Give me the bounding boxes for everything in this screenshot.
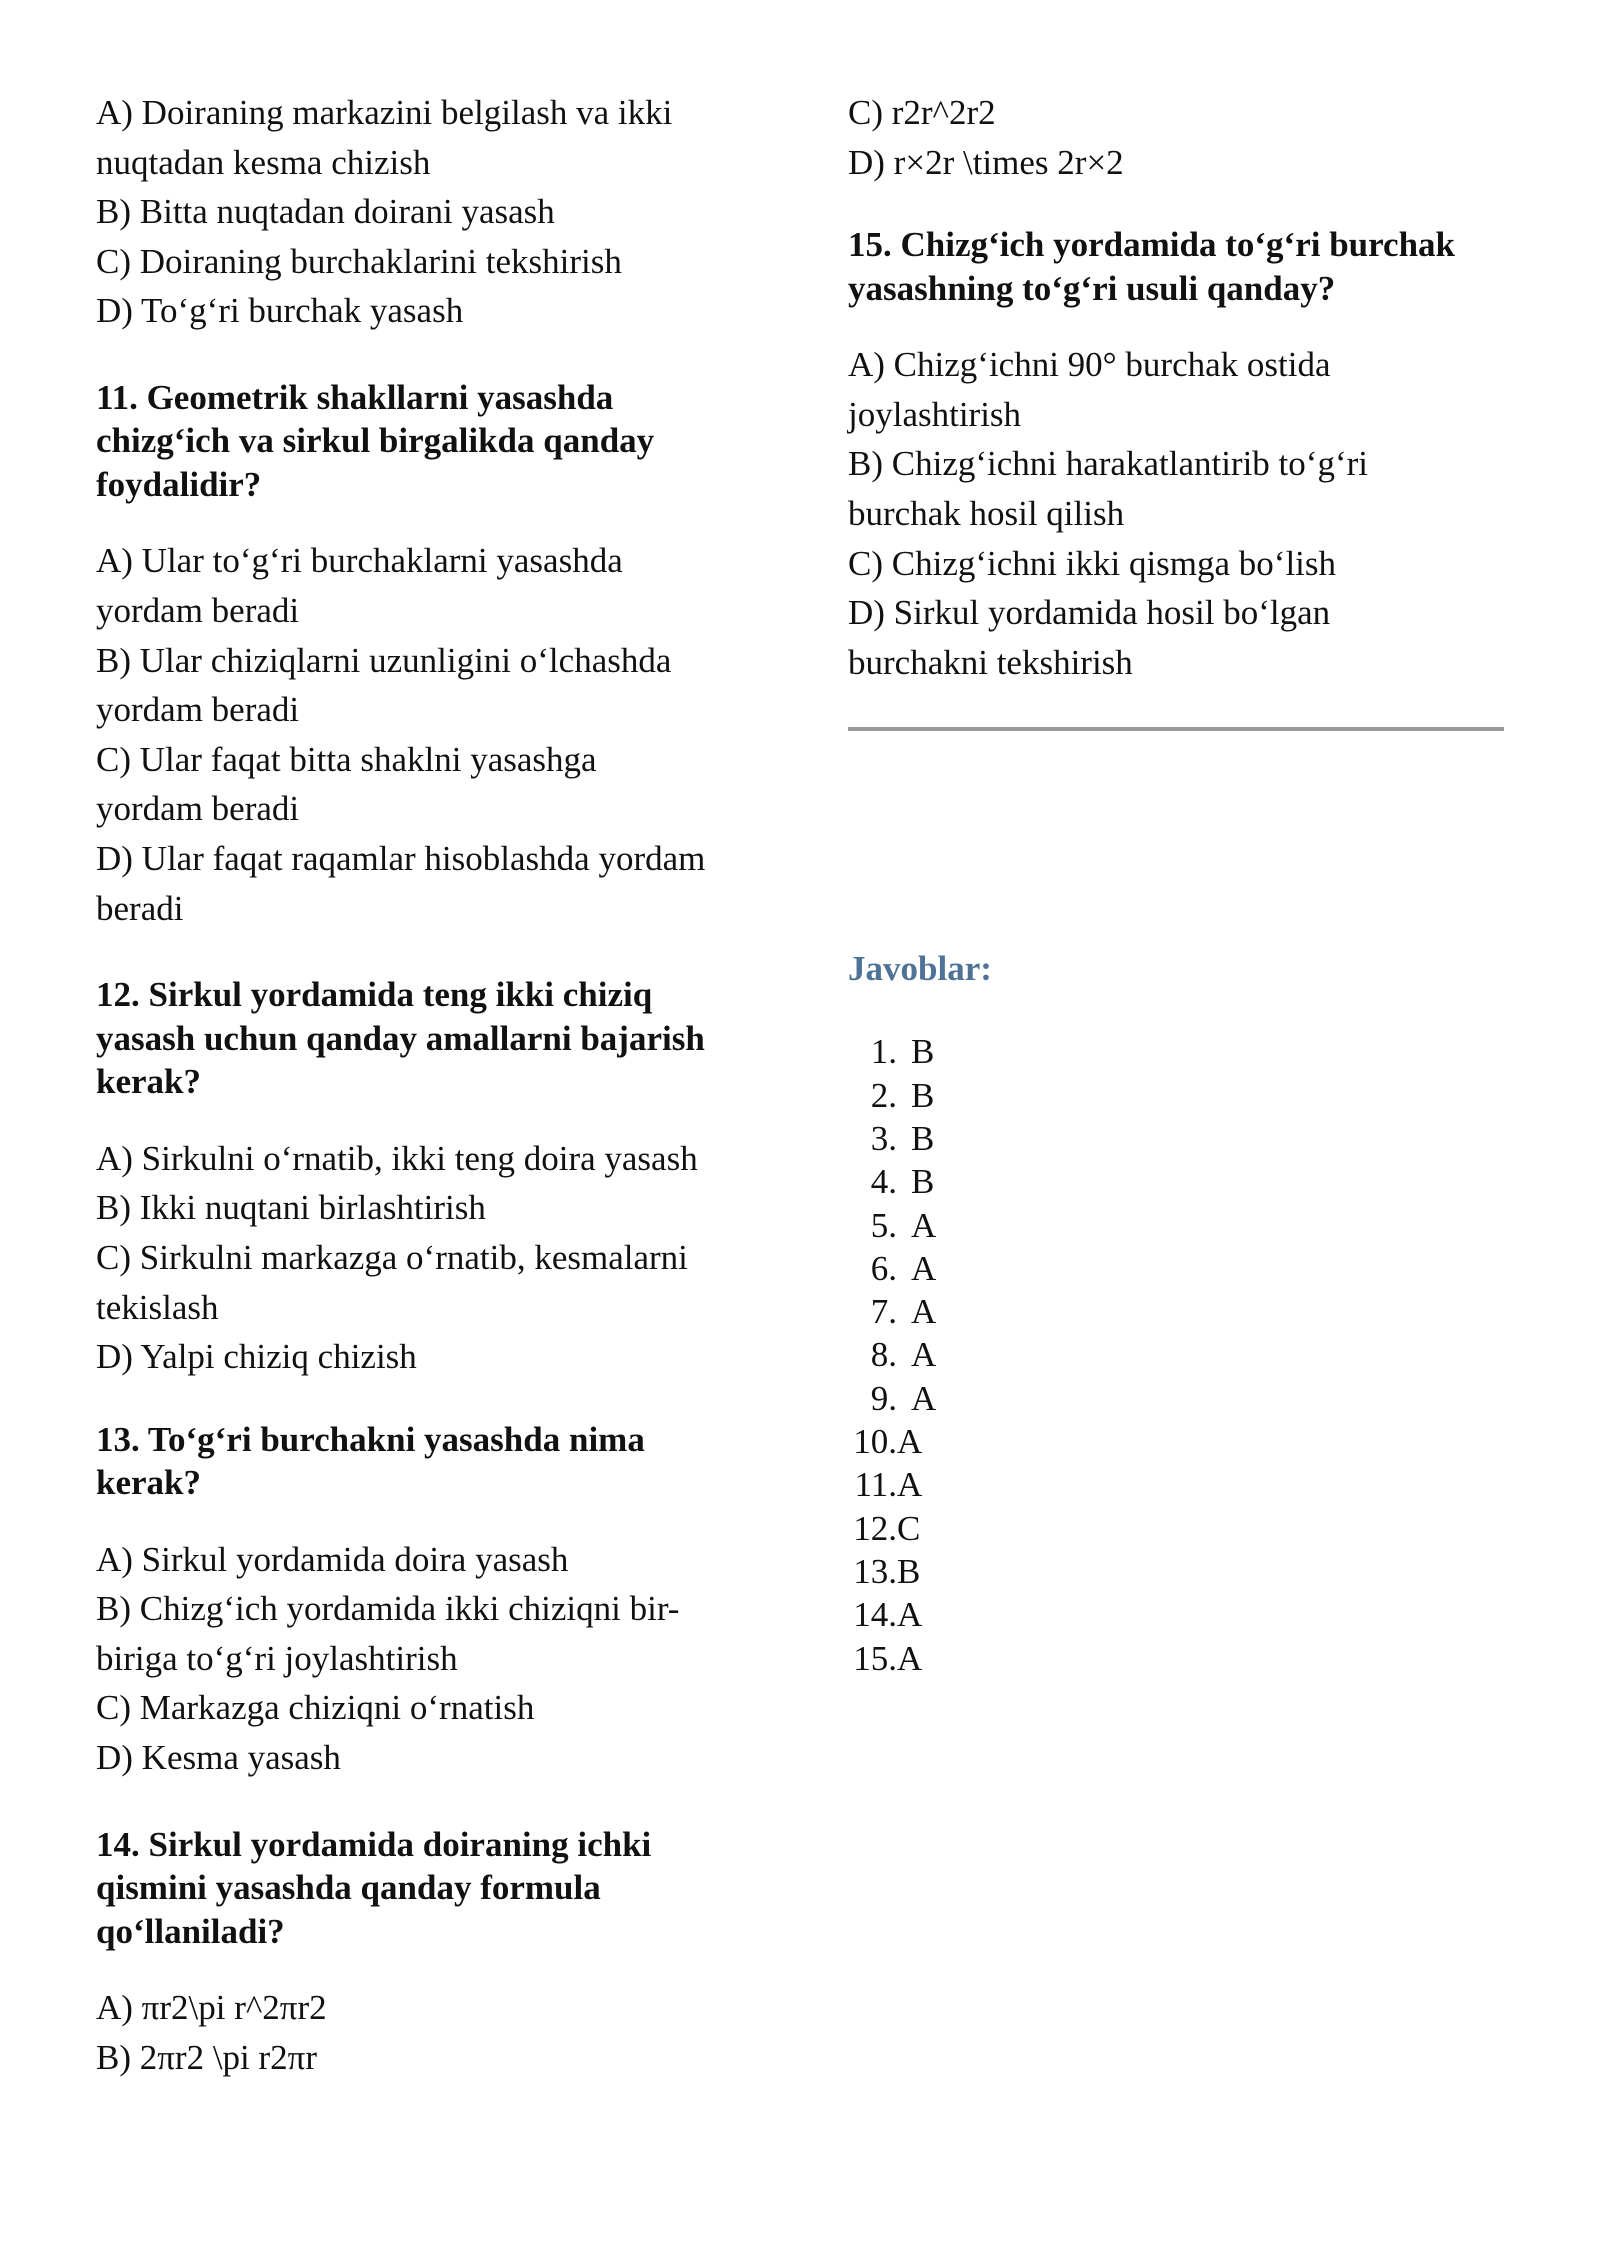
question-14 bbox=[96, 1823, 766, 1954]
answer-number: 5. bbox=[870, 1205, 897, 1245]
question-15 bbox=[848, 223, 1504, 310]
answer-number: 1. bbox=[870, 1032, 897, 1072]
answer-item bbox=[848, 1463, 1504, 1506]
answer-number: 4. bbox=[870, 1162, 897, 1202]
answer-number: 15. bbox=[853, 1638, 897, 1678]
question-13 bbox=[96, 1418, 766, 1505]
option-line: B) Chizg‘ich yordamida ikki chiziqni bir- bbox=[96, 1589, 680, 1629]
option-line: C) Ular faqat bitta shaklni yasashga bbox=[96, 739, 597, 779]
option-line: B) Ikki nuqtani birlashtirish bbox=[96, 1188, 486, 1228]
answer-value: A bbox=[897, 1595, 923, 1635]
option-line: B) 2πr2 \pi r2πr bbox=[96, 2037, 318, 2077]
option-line: B) Ular chiziqlarni uzunligini o‘lchashda bbox=[96, 640, 672, 680]
option-line: joylashtirish bbox=[848, 394, 1022, 434]
option-line: A) πr2\pi r^2πr2 bbox=[96, 1988, 327, 2028]
question-title-line: 14. Sirkul yordamida doiraning ichki bbox=[96, 1824, 652, 1864]
option-line: A) Doiraning markazini belgilash va ikki bbox=[96, 93, 673, 132]
question-title-line: qo‘llaniladi? bbox=[96, 1911, 285, 1951]
answer-value: B bbox=[911, 1075, 935, 1115]
right-column bbox=[848, 88, 1504, 1680]
answer-item bbox=[848, 1377, 1504, 1420]
question-12 bbox=[96, 973, 766, 1104]
option-line: A) Sirkulni o‘rnatib, ikki teng doira yasash bbox=[96, 1138, 698, 1178]
answer-value: A bbox=[911, 1248, 937, 1288]
option-line: D) r×2r \times 2r×2 bbox=[848, 142, 1124, 182]
answer-item bbox=[848, 1593, 1504, 1636]
option-line: C) Markazga chiziqni o‘rnatish bbox=[96, 1688, 535, 1728]
answer-number: 6. bbox=[870, 1248, 897, 1288]
option-line: A) Ular to‘g‘ri burchaklarni yasashda bbox=[96, 541, 623, 581]
answer-value: A bbox=[911, 1378, 937, 1418]
option-line: A) Sirkul yordamida doira yasash bbox=[96, 1539, 569, 1579]
option-line: B) Chizg‘ichni harakatlantirib to‘g‘ri bbox=[848, 444, 1368, 484]
answer-value: A bbox=[911, 1205, 937, 1245]
option-line: C) Sirkulni markazga o‘rnatib, kesmalarni bbox=[96, 1237, 688, 1277]
answer-value: A bbox=[897, 1465, 923, 1505]
question-title-line: kerak? bbox=[96, 1062, 201, 1102]
question-title-line: chizg‘ich va sirkul birgalikda qanday bbox=[96, 421, 655, 461]
question-title-line: 15. Chizg‘ich yordamida to‘g‘ri burchak bbox=[848, 225, 1455, 265]
option-line: B) Bitta nuqtadan doirani yasash bbox=[96, 192, 555, 232]
answer-number: 12. bbox=[853, 1508, 897, 1548]
option-line: D) Ular faqat raqamlar hisoblashda yordam bbox=[96, 839, 706, 879]
option-line: burchakni tekshirish bbox=[848, 642, 1133, 682]
answer-value: B bbox=[911, 1032, 935, 1072]
question-title-line: 12. Sirkul yordamida teng ikki chiziq bbox=[96, 975, 653, 1015]
question-title-line: qismini yasashda qanday formula bbox=[96, 1868, 601, 1908]
question-title-line: kerak? bbox=[96, 1463, 201, 1503]
answer-value: B bbox=[911, 1118, 935, 1158]
answer-item bbox=[848, 1247, 1504, 1290]
q14-options-continued bbox=[848, 88, 1504, 187]
option-line: D) To‘g‘ri burchak yasash bbox=[96, 291, 464, 331]
answer-number: 9. bbox=[870, 1378, 897, 1418]
answer-number: 2. bbox=[870, 1075, 897, 1115]
option-line: D) Yalpi chiziq chizish bbox=[96, 1337, 417, 1377]
answer-value: A bbox=[897, 1638, 923, 1678]
answer-item bbox=[848, 1030, 1504, 1073]
answer-value: C bbox=[897, 1508, 921, 1548]
answer-number: 14. bbox=[853, 1595, 897, 1635]
option-line: nuqtadan kesma chizish bbox=[96, 142, 431, 182]
question-title-line: yasash uchun qanday amallarni bajarish bbox=[96, 1018, 705, 1058]
option-line: C) r2r^2r2 bbox=[848, 93, 996, 132]
answer-item bbox=[848, 1420, 1504, 1463]
answer-item bbox=[848, 1160, 1504, 1203]
answer-item bbox=[848, 1637, 1504, 1680]
answers-title: Javoblar: bbox=[848, 949, 992, 989]
option-line: tekislash bbox=[96, 1287, 219, 1327]
q10-options bbox=[96, 88, 766, 336]
answer-value: B bbox=[911, 1162, 935, 1202]
answer-number: 3. bbox=[870, 1118, 897, 1158]
answer-item bbox=[848, 1550, 1504, 1593]
question-title-line: yasashning to‘g‘ri usuli qanday? bbox=[848, 268, 1336, 308]
question-title-line: 13. To‘g‘ri burchakni yasashda nima bbox=[96, 1419, 645, 1459]
answer-item bbox=[848, 1290, 1504, 1333]
q13-options bbox=[96, 1535, 766, 1783]
answer-item bbox=[848, 1333, 1504, 1376]
question-11 bbox=[96, 376, 766, 507]
option-line: D) Sirkul yordamida hosil bo‘lgan bbox=[848, 593, 1331, 633]
answer-number: 8. bbox=[870, 1335, 897, 1375]
question-title-line: foydalidir? bbox=[96, 464, 262, 504]
answer-value: A bbox=[911, 1335, 937, 1375]
option-line: yordam beradi bbox=[96, 789, 300, 829]
option-line: burchak hosil qilish bbox=[848, 493, 1125, 533]
answer-value: A bbox=[911, 1292, 937, 1332]
option-line: C) Doiraning burchaklarini tekshirish bbox=[96, 241, 622, 281]
left-column bbox=[96, 88, 766, 2082]
option-line: D) Kesma yasash bbox=[96, 1738, 341, 1778]
answer-number: 11. bbox=[854, 1465, 897, 1505]
answer-item bbox=[848, 1204, 1504, 1247]
option-line: yordam beradi bbox=[96, 690, 300, 730]
answer-value: B bbox=[897, 1551, 921, 1591]
answer-item bbox=[848, 1074, 1504, 1117]
option-line: beradi bbox=[96, 888, 184, 928]
answer-value: A bbox=[897, 1422, 923, 1462]
option-line: A) Chizg‘ichni 90° burchak ostida bbox=[848, 345, 1331, 385]
option-line: C) Chizg‘ichni ikki qismga bo‘lish bbox=[848, 543, 1337, 583]
answer-item bbox=[848, 1117, 1504, 1160]
answer-number: 13. bbox=[853, 1551, 897, 1591]
answer-number: 7. bbox=[870, 1292, 897, 1332]
answer-item bbox=[848, 1507, 1504, 1550]
q15-options bbox=[848, 340, 1504, 687]
answers-list bbox=[848, 1030, 1504, 1679]
q12-options bbox=[96, 1134, 766, 1382]
option-line: yordam beradi bbox=[96, 591, 300, 631]
q11-options bbox=[96, 536, 766, 933]
question-title-line: 11. Geometrik shakllarni yasashda bbox=[96, 377, 614, 417]
option-line: biriga to‘g‘ri joylashtirish bbox=[96, 1638, 458, 1678]
q14-options bbox=[96, 1983, 766, 2082]
answer-number: 10. bbox=[853, 1422, 897, 1462]
